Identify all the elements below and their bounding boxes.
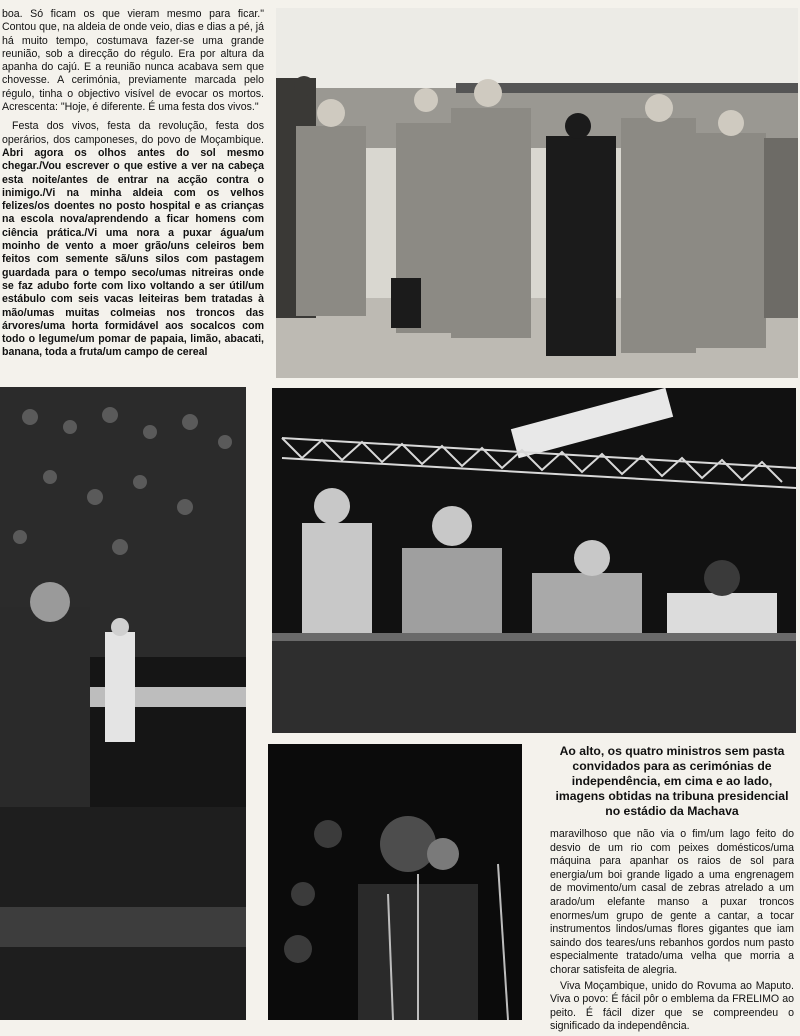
article-paragraph: boa. Só ficam os que vieram mesmo para ficar." Contou que, na aldeia de onde veio, dias e dias a pé, já há muito tempo, costumava fazer-se uma grande reunião, sob a direcção do régulo. Era por altura da apanha do cajú. E a reunião nunca acabava sem que chovesse. A cerimónia, previamente marcada pelo régulo, tinha o objectivo visível de evocar os mortos. Acrescenta: "Hoje, é diferente. É uma festa dos vivos." — [2, 8, 264, 114]
article-paragraph — [2, 120, 264, 359]
continued-paragraph: maravilhoso que não via o fim/um lago feito do desvio de um rio com peixes domésticos/uma máquina para apanhar os raios de sol para energia/um boi grande ligado a uma engrenagem de movimento/um casal de zebras atrelado a um arado/um elefante manso a puxar troncos enormes/um grupo de gente a cantar, a tocar instrumentos lindos/umas flores gigantes que iam saindo dos teares/uns rebanhos gordos num pasto especialmente tratado/uma velha que morria a chorar satisfeita de alegria. — [550, 828, 794, 976]
photo-ministers — [276, 8, 798, 378]
article-continued — [550, 828, 794, 1036]
paragraph-plain-text: Festa dos vivos, festa da revolução, festa dos operários, dos camponeses, do povo de Moçambique. — [2, 120, 264, 146]
article-column — [2, 8, 264, 366]
photo-crowd — [0, 387, 246, 1020]
photo-caption: Ao alto, os quatro ministros sem pasta convidados para as cerimónias de independência, em cima e ao lado, imagens obtidas na tribuna presidencial no estádio da Machava — [555, 744, 789, 818]
closing-paragraph: Viva Moçambique, unido do Rovuma ao Maputo. Viva o povo: É fácil pôr o emblema da FRELIMO ao peito. É fácil dizer que se compreendeu o significado da independência. — [550, 979, 794, 1033]
poem-text: Abri agora os olhos antes do sol mesmo chegar./Vou escrever o que estive a ver na cabeça esta noite/antes de entrar na acção contra o inimigo./Vi na minha aldeia com os velhos felizes/os doentes no posto hospital e as crianças na escola nova/aprendendo a ficar homens com ciência prática./Vi uma nora a puxar água/um moinho de vento a moer grão/uns celeiros bem feitos com semente sã/uns silos com pastagem guardada para o tempo seco/umas nitreiras onde se faz adubo forte com lixo voltando a ser útil/um estábulo com seis vacas leiteiras bem tratadas à mão/umas muitas colmeias nos troncos das árvores/uma horta formidável aos socalcos com todo o legume/um pomar de papaia, limão, abacati, banana, toda a fruta/um campo de cereal — [2, 146, 264, 359]
photo-microphones — [268, 744, 522, 1020]
photo-tribune — [272, 388, 796, 733]
